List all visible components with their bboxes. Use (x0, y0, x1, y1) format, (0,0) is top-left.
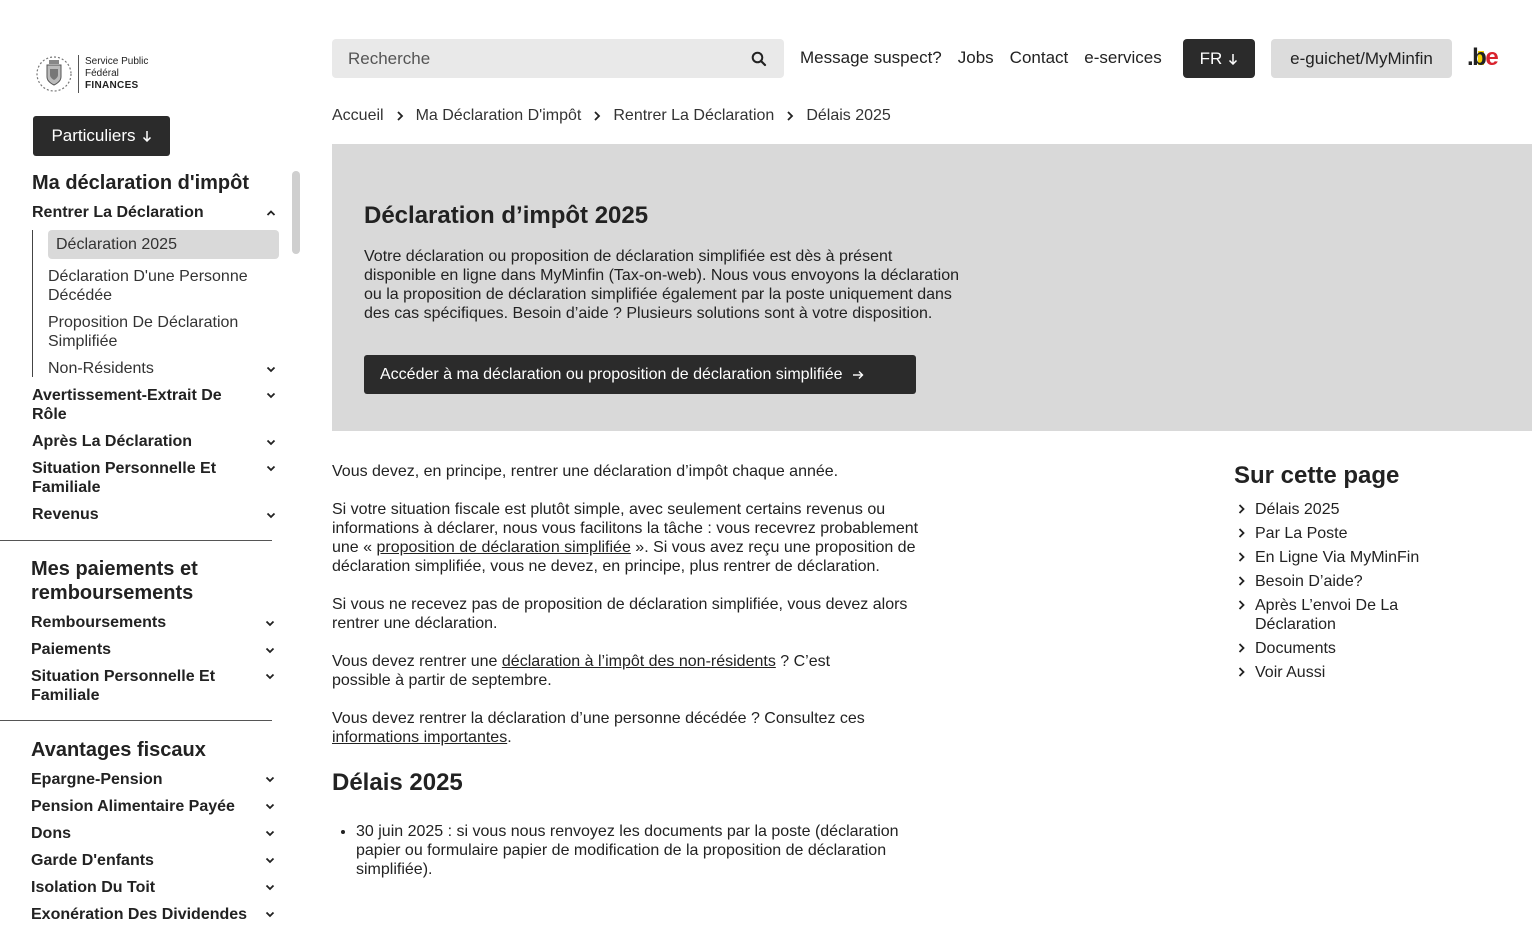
chevron-down-icon[interactable] (265, 436, 277, 448)
logo-line-2: Fédéral (85, 68, 119, 79)
sidebar-subitem-proposition-simplifiee[interactable]: Proposition De Déclaration Simplifiée (48, 314, 239, 350)
chevron-right-icon (396, 111, 404, 121)
breadcrumb-item[interactable]: Accueil (332, 107, 384, 124)
breadcrumb-item[interactable]: Ma Déclaration D'impôt (415, 107, 582, 124)
link-non-residents[interactable]: déclaration à l’impôt des non-résidents (501, 653, 776, 670)
text-segment: . (507, 729, 512, 746)
toc-item-label: Après L’envoi De La Déclaration (1255, 597, 1399, 633)
chevron-up-icon[interactable] (265, 207, 277, 219)
nav-message-suspect[interactable]: Message suspect? (800, 48, 942, 67)
sidebar-item-remboursements[interactable]: Remboursements (31, 614, 167, 631)
chevron-down-icon[interactable] (264, 773, 276, 785)
sidebar-section-title: Ma déclaration d'impôt (32, 172, 250, 194)
page-title: Déclaration d’impôt 2025 (364, 202, 649, 229)
sidebar-item-paiements[interactable]: Paiements (31, 641, 112, 658)
arrow-right-icon (852, 370, 864, 380)
chevron-down-icon[interactable] (264, 617, 276, 629)
toc-item[interactable] (1234, 572, 1494, 591)
chevron-down-icon[interactable] (264, 800, 276, 812)
breadcrumb-current: Délais 2025 (806, 107, 891, 124)
sidebar-item-rentrer-declaration[interactable]: Rentrer La Déclaration (32, 204, 204, 221)
sidebar-subitem-personne-decedee[interactable]: Déclaration D'une Personne Décédée (48, 268, 248, 304)
audience-button[interactable] (33, 116, 170, 156)
chevron-right-icon (1238, 643, 1245, 653)
sidebar-item-dons[interactable]: Dons (31, 825, 71, 842)
toc-item-label: Besoin D’aide? (1255, 573, 1363, 590)
sidebar-subitem-non-residents[interactable]: Non-Résidents (48, 360, 154, 377)
paragraph: Si vous ne recevez pas de proposition de déclaration simplifiée, vous devez alors rentrer une déclaration. (332, 596, 908, 632)
logo-divider (78, 55, 79, 93)
sidebar-item-apres-declaration[interactable]: Après La Déclaration (32, 433, 193, 450)
text-segment: Vous devez rentrer la déclaration d’une personne décédée ? Consultez ces (332, 710, 865, 727)
link-informations-importantes[interactable]: informations importantes (332, 729, 508, 746)
chevron-down-icon[interactable] (264, 908, 276, 920)
sidebar-item-revenus[interactable]: Revenus (32, 506, 99, 523)
access-declaration-button[interactable] (364, 355, 916, 394)
chevron-right-icon (593, 111, 601, 121)
chevron-right-icon (1238, 504, 1245, 514)
toc-title: Sur cette page (1234, 462, 1400, 489)
hero-text: Votre déclaration ou proposition de déclaration simplifiée est dès à présent disponible en ligne dans MyMinfin (Tax-on-web). Nous vous envoyons la déclaration ou la proposition de déclaration simplifiée également par la poste uniquement dans des cas spécifiques. Besoin d’aide ? Plusieurs solutions sont à votre disposition. (364, 248, 959, 322)
search-icon[interactable] (750, 50, 768, 68)
sidebar-item-avertissement[interactable]: Avertissement-Extrait De Rôle (32, 387, 222, 423)
eguichet-button[interactable]: e-guichet/MyMinfin (1271, 39, 1452, 78)
text-segment: ». Si vous avez reçu une proposition de déclaration simplifiée, vous ne devez, en principe, plus rentrer de déclaration. (332, 539, 916, 575)
chevron-down-icon[interactable] (264, 854, 276, 866)
chevron-down-icon[interactable] (264, 881, 276, 893)
chevron-down-icon[interactable] (265, 462, 277, 474)
sidebar-subnav-line (32, 230, 33, 377)
chevron-right-icon (1238, 528, 1245, 538)
logo-line-1: Service Public (85, 56, 149, 67)
chevron-right-icon (1238, 600, 1245, 610)
arrow-down-icon (142, 130, 152, 142)
sidebar-item-garde-enfants[interactable]: Garde D'enfants (31, 852, 154, 869)
sidebar (0, 116, 300, 933)
language-button[interactable] (1183, 39, 1255, 78)
sidebar-item-epargne-pension[interactable]: Epargne-Pension (31, 771, 163, 788)
toc-item-label: Documents (1255, 640, 1336, 657)
paragraph (332, 500, 927, 576)
text-segment: Si votre situation fiscale est plutôt simple, avec seulement certains revenus ou informations à déclarer, nous vous facilitons la tâche : vous recevrez probablement une « (332, 501, 919, 556)
sidebar-divider (0, 540, 272, 541)
sidebar-subitem-declaration-2025[interactable]: Déclaration 2025 (56, 236, 177, 253)
chevron-down-icon[interactable] (265, 509, 277, 521)
chevron-right-icon (1238, 576, 1245, 586)
sidebar-item-situation-personnelle-2[interactable]: Situation Personnelle Et Familiale (31, 668, 216, 704)
top-navigation (800, 48, 1162, 68)
coat-of-arms-icon (34, 53, 74, 95)
audience-button-label: Particuliers (51, 126, 136, 145)
main-content (332, 462, 932, 879)
toc-item[interactable] (1234, 524, 1494, 543)
section-heading: Délais 2025 (332, 769, 463, 796)
toc-item[interactable] (1234, 548, 1494, 567)
sidebar-section-title: Avantages fiscaux (31, 739, 206, 761)
chevron-down-icon[interactable] (264, 827, 276, 839)
language-label: FR (1199, 48, 1223, 68)
link-proposition-simplifiee[interactable]: proposition de déclaration simplifiée (376, 539, 631, 556)
toc-item[interactable] (1234, 500, 1494, 519)
nav-jobs[interactable]: Jobs (957, 48, 994, 67)
chevron-down-icon[interactable] (265, 363, 277, 375)
toc-item-label: En Ligne Via MyMinFin (1255, 549, 1420, 566)
deadline-list (332, 822, 917, 879)
toc-item-label: Voir Aussi (1255, 664, 1326, 681)
sidebar-item-isolation-toit[interactable]: Isolation Du Toit (31, 879, 156, 896)
toc-item[interactable] (1234, 663, 1494, 682)
chevron-right-icon (1238, 667, 1245, 677)
list-item: • 30 juin 2025 : si vous nous renvoyez les documents par la poste (déclaration papier ou formulaire papier de modification de la proposition de déclaration simplifiée). (356, 822, 917, 879)
search-bar (332, 39, 784, 78)
be-logo[interactable] (1467, 44, 1497, 72)
breadcrumb (332, 107, 891, 125)
be-logo-b: b (1472, 44, 1486, 71)
be-logo-dot: . (1467, 44, 1473, 71)
on-this-page (1234, 462, 1494, 687)
hero-banner (332, 144, 1532, 431)
chevron-right-icon (786, 111, 794, 121)
text-segment: ? C’est possible à partir de septembre. (332, 653, 831, 689)
sidebar-divider (0, 720, 272, 721)
nav-e-services[interactable]: e-services (1084, 48, 1162, 67)
logo-line-3: FINANCES (85, 80, 139, 91)
be-logo-e: e (1485, 44, 1498, 71)
access-declaration-label: Accéder à ma déclaration ou proposition de déclaration simplifiée (380, 365, 843, 383)
logo-text (85, 56, 148, 92)
sidebar-scrollbar[interactable] (292, 171, 300, 254)
chevron-down-icon[interactable] (265, 389, 277, 401)
site-logo[interactable] (34, 53, 164, 95)
paragraph: Vous devez, en principe, rentrer une déclaration d’impôt chaque année. (332, 463, 839, 480)
sidebar-item-situation-personnelle[interactable]: Situation Personnelle Et Familiale (32, 460, 217, 496)
toc-item-label: Délais 2025 (1255, 501, 1340, 518)
paragraph (332, 709, 877, 747)
sidebar-item-exoneration-dividendes[interactable]: Exonération Des Dividendes (31, 906, 248, 923)
toc-item-label: Par La Poste (1255, 525, 1348, 542)
search-input[interactable] (348, 49, 750, 69)
arrow-down-icon (1228, 53, 1238, 65)
nav-contact[interactable]: Contact (1009, 48, 1069, 67)
breadcrumb-item[interactable]: Rentrer La Déclaration (613, 107, 775, 124)
paragraph (332, 652, 877, 690)
chevron-down-icon[interactable] (264, 644, 276, 656)
chevron-right-icon (1238, 552, 1245, 562)
chevron-down-icon[interactable] (264, 670, 276, 682)
sidebar-section-title: Mes paiements et remboursements (31, 558, 198, 604)
toc-item[interactable] (1234, 596, 1494, 634)
sidebar-item-pension-alimentaire[interactable]: Pension Alimentaire Payée (31, 798, 235, 815)
toc-item[interactable] (1234, 639, 1494, 658)
text-segment: Vous devez rentrer une (332, 653, 502, 670)
